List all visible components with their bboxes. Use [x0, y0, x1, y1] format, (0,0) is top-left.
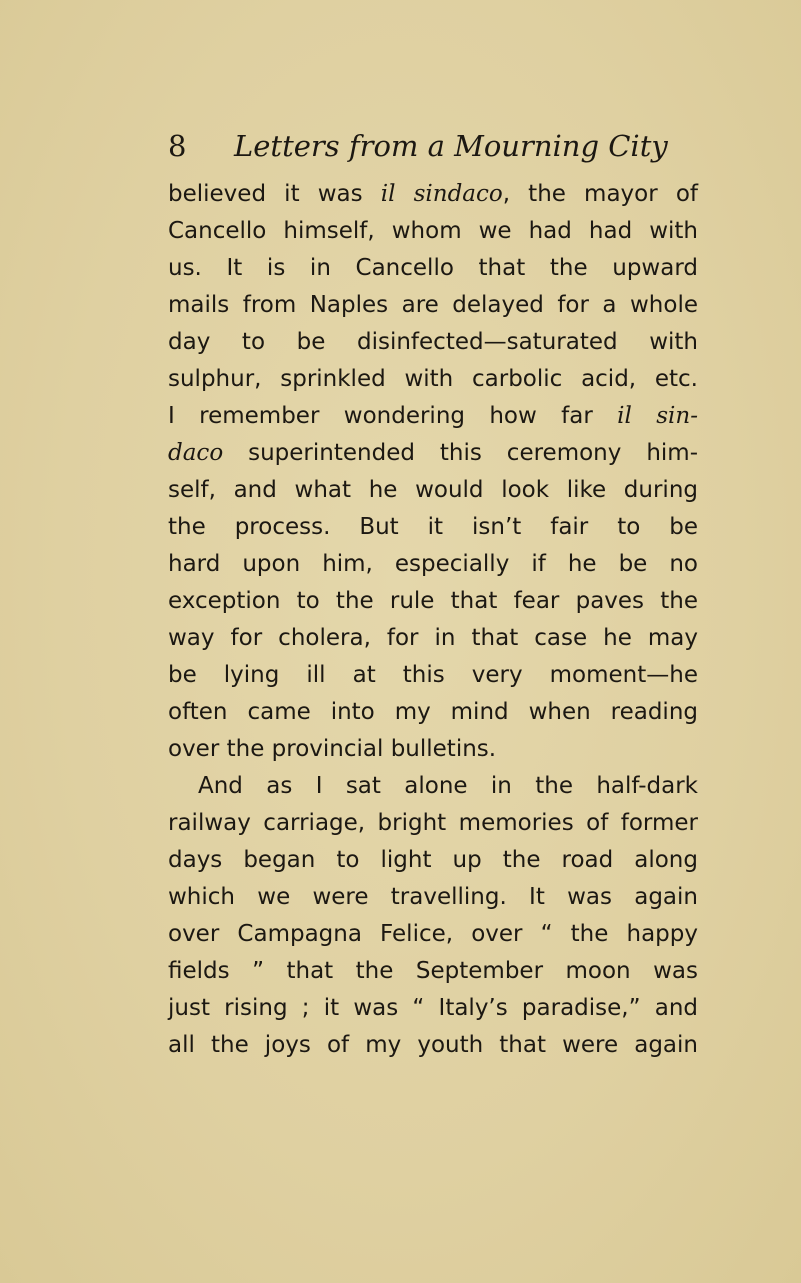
text-line: I remember wondering how far il sin-	[168, 403, 698, 429]
text-line: over Campagna Felice, over “ the happy	[168, 921, 698, 947]
text-line: over the provincial bulletins.	[168, 736, 497, 762]
text-line: days began to light up the road along	[168, 847, 698, 873]
text-line: Cancello himself, whom we had had with	[168, 218, 698, 244]
text-line: mails from Naples are delayed for a whole	[168, 292, 698, 318]
text-line: railway carriage, bright memories of former	[168, 810, 698, 836]
text-line: the process. But it isn’t fair to be	[168, 514, 698, 540]
page-number: 8	[168, 129, 187, 163]
text-line: us. It is in Cancello that the upward	[168, 255, 698, 281]
text-line: often came into my mind when reading	[168, 699, 698, 725]
text-line: sulphur, sprinkled with carbolic acid, etc.	[168, 366, 698, 392]
text-line: be lying ill at this very moment—he	[168, 662, 698, 688]
page-header	[168, 126, 668, 166]
text-line: daco superintended this ceremony him-	[168, 440, 698, 466]
text-line: fields ” that the September moon was	[168, 958, 698, 984]
text-line: exception to the rule that fear paves the	[168, 588, 698, 614]
body-text	[168, 176, 698, 1064]
text-line: all the joys of my youth that were again	[168, 1032, 698, 1058]
text-line: And as I sat alone in the half-dark	[198, 773, 698, 799]
text-line: day to be disinfected—saturated with	[168, 329, 698, 355]
text-line: just rising ; it was “ Italy’s paradise,” and	[168, 995, 698, 1021]
text-line: which we were travelling. It was again	[168, 884, 698, 910]
running-title: Letters from a Mourning City	[234, 129, 668, 163]
text-line: hard upon him, especially if he be no	[168, 551, 698, 577]
text-line: believed it was il sindaco, the mayor of	[168, 181, 698, 207]
text-line: self, and what he would look like during	[168, 477, 698, 503]
text-line: way for cholera, for in that case he may	[168, 625, 698, 651]
